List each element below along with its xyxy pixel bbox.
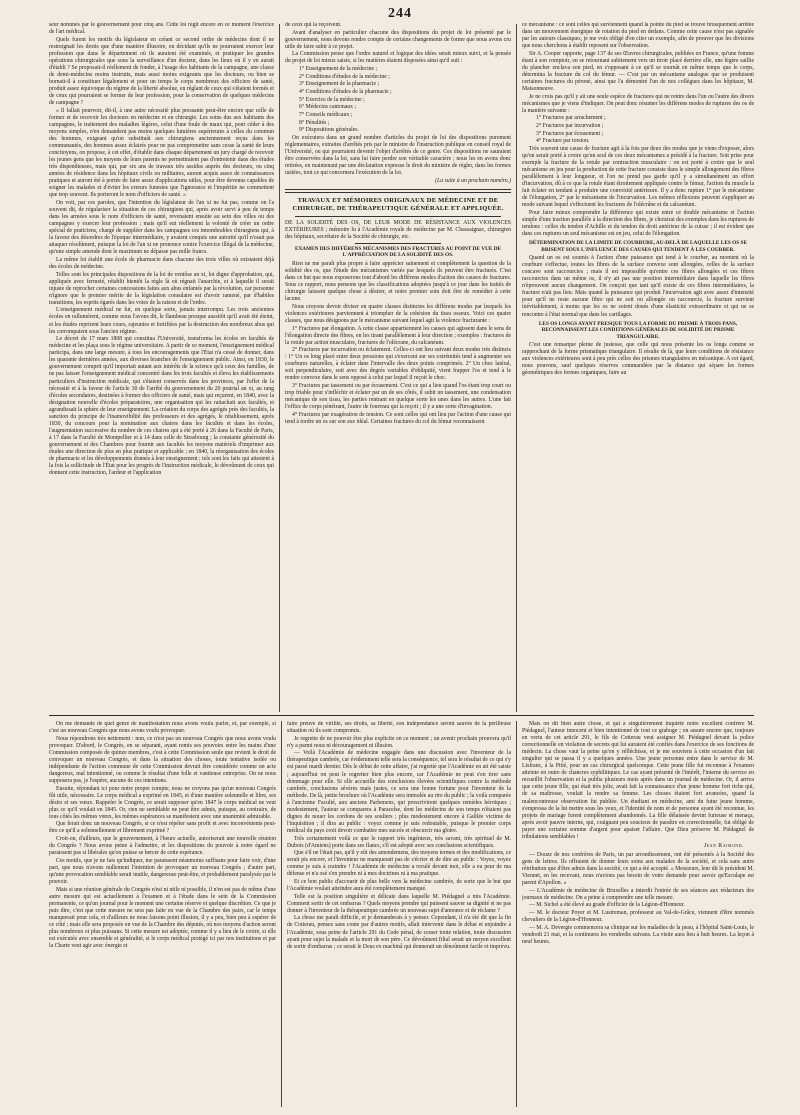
list-item: 5° Exercice de la médecine ; — [299, 96, 365, 103]
list-item: 2° Fractures par incurvation ; — [536, 123, 604, 130]
column-divider — [516, 721, 517, 1107]
paragraph: La chose me paraît difficile, et je demanderais à y penser. Cependant, il n'a été dit que la fin de Cotterau, pensez sans conte par d'autres motifs, allait intervenir dans le débat et enjoindre à l'Académie, sous peine de l'article 291 du Code pénal, de cesser toute relation, toute discussion ayant pour sujet la malade et la mort de son père. Ce dévoûment filial serait un moyen excellent de sortir d'embarras ; ce serait le Deus ex machinâ qui donnerait un dénoûment facile et imprévu. — [287, 915, 511, 950]
paragraph: — Voilà l'Académie de médecine engagée dans une discussion avec l'inventeur de la thérapeutique cambrée, car évidemment telle sera la conséquence, tel sera le résultat de ce qui s'y est passé mardi dernier. Dès le début de cette affaire, j'ai regretté que l'Académie en ait été saisie ; aujourd'hui on peut le regretter bien plus encore, car l'Académie ne peut s'en tirer sans dommage pour elle. Si elle accueille des conclusions élevées scientifiques contre la méthode cambrée, conclusions sévères mais justes, ce sera une bonne fortune pour l'inventeur de la méthode. De là, petite brochure où l'Académie sera immolée au rire du public ; la voilà comparée à l'ancienne Faculté, aux anciens Parlemens, qui proscrivirent quelques remèdes héroïques ; modestement, l'auteur se comparera à Paracelse, dont les médecins de son temps n'étaient pas dignes de nouer les cordons de ses souliers ; plus modestement encore à Galilée victime de l'inquisition ; il dira au public : voyez comme je suis redoutable, puisque le premier corps médical du pays croit devoir combattre mes succès et obscurcir ma gloire. — [287, 750, 511, 834]
list-item: 4° Conditions d'études de la pharmacie ; — [299, 88, 392, 95]
paragraph: Mais si une réunion générale du Congrès n'est ni utile ni possible, il n'en est pas de même d'une autre mesure qui est actuellement à l'examen et à l'étude dans le sein de la Commission permanente, ce qu'un journal pour le moment une certaine réserve et quelque discrétion. Ce que je puis dire, c'est que cette mesure ne sera pas faite en vue de la Chambre des pairs, car le temps manquerait pour cela, et d'ailleurs ne nous faisons point illusion, il y a peu, bien peu à espérer de ce côté ; mais elle sera proposée en vue de la Chambre des députés, où nos moyens d'action seront plus nombreux et plus puissans. Si cette mesure est adoptée, comme il y a lieu de le croire, si elle est exécutée avec ensemble et généralité, si le corps médical protégé ici par nos institutions et par la Charte veut agir avec énergie et — [49, 886, 276, 950]
top-column-1 — [49, 22, 274, 712]
paragraph: Ces motifs, que je ne fais qu'indiquer, me paraissent néanmoins suffisans pour faire voir, d'une part, que nous n'avons nullement l'intention de provoquer un nouveau Congrès ; d'autre part, qu'une provocation semblable serait inutile, dangereuse peut-être, et probablement paralysée par le pouvoir. — [49, 857, 276, 885]
paragraph: « Il fallait pourvoir, dit-il, à une autre nécessité plus pressante peut-être encore que celle de former et de recevoir les docteurs en médecine et en chirurgie. Les soins dus aux habitants des campagnes, le traitement des maladies légères, celui d'une foule de maux qui, pour céder à des moyens simples, n'en demandent pas moins quelques lumières supérieures à celles du commun des hommes, exigeant qu'on substituât aux chirurgiens anciennement reçus dans les communautés, des hommes assez éclairés pour ne pas compromettre sans cesse la santé de leurs concitoyens, on propose, à cet effet, d'établir dans chaque département un jury chargé de recevoir les jeunes gens que les moyens de leurs parents ne permettraient pas d'entretenir dans des études très dispendieuses, mais qui, par six ans de travaux très assidus auprès des docteurs, ou cinq années de résidence dans les hôpitaux civils ou militaires, auront acquis assez de connaissances pratiques et auront été à portée de faire assez d'applications utiles, pour être devenus capables de soigner les malades et d'éviter les erreurs funestes que l'ignorance et l'impéritie ne commettent que trop souvent. Ils porteront le nom d'officiers de santé. » — [49, 107, 274, 199]
paragraph: 3° Fractures par tassement ou par écrasement. C'est ce qui a lieu quand l'os étant trop court ou trop friable pour s'infléchir et éclater par un de ses côtés, il subit un tassement, une condensation mécanique de son tissu, les parties rentrant en quelque sorte les unes dans les autres. L'une fait l'office de corps pénétrant, l'autre de fourreau qui la reçoit ; il y a une sorte d'invagination. — [285, 383, 511, 411]
signature: Jean Raimond. — [703, 842, 744, 849]
paragraph: On exécutera dans un grand nombre d'articles du projet de loi des dispositions purement réglementaires, extraites d'arrêtés pris par le ministre de l'instruction publique en conseil royal de l'Université, ou qui pourraient devenir l'objet d'arrêtés de ce genre. Ces dispositions ne sauraient être conservées dans la loi, sans lui faire perdre son véritable caractère ; nous les en avons donc retirées, en maintenant par une déclaration expresse le droit du ministre de régler, dans les formes usitées, tout ce qui concernera l'exécution de la loi. — [285, 134, 511, 177]
title-rule — [295, 216, 501, 217]
paragraph: La Commission pense que l'ordre naturel et logique des idées serait mieux suivi, et la pensée du projet de loi mieux saisie, si les matières étaient disposées ainsi qu'il suit : — [285, 51, 511, 65]
page-number: 244 — [388, 6, 412, 21]
subheading: LES OS LONGS AYANT PRESQUE TOUS LA FORME DU PRISME À TROIS PANS, RECONNAISSENT LES CONDITIONS GÉNÉRALES DE SOLIDITÉ DU PRISME TRIANGULAIRE. — [538, 320, 738, 340]
paragraph: Quand un os est soumis à l'action d'une puissance qui tend à le courber, au moment où la courbure s'effectue, toutes les fibres de la surface convexe sont allongées, celles de la surface concave sont raccourcies ; mais il est impossible qu'entre ces fibres allongées et ces fibres raccourcies dans un même os, il n'y ait pas une position intermédiaire dans laquelle les fibres n'éprouvent aucun changement. On conçoit que tant qu'il existe de ces fibres intermédiaires, la fracture n'ait pas lieu. Mais quand la puissance qui produit l'incurvation agit avec assez d'intensité pour qu'il ne reste aucune fibre qui ne soit ou allongée ou raccourcie, la fracture survient inévitablement, à moins que les os ne soient doués d'une élasticité extraordinaire et qui ne se rencontre à l'état normal que dans les cartilages. — [522, 255, 754, 318]
paragraph: seur nommés par le gouvernement pour cinq ans. Cette loi régit encore en ce moment l'exercice de l'art médical. — [49, 22, 274, 36]
list-item: 7° Conseils médicaux ; — [299, 111, 353, 118]
paragraph: Telle est la position singulière et délicate dans laquelle M. Piédagnel a mis l'Académie. Comment sortir de cet embarras ? Quels moyens prendre qui puissent sauver sa dignité et ne pas donner à l'inventeur de la thérapeutique cambrée un nouveau sujet d'annonce et de réclame ? — [287, 893, 511, 914]
news-item: — M. A. Devergie commencera sa clinique sur les maladies de la peau, à l'hôpital Saint-Louis, le vendredi 21 mai, et la continuera les vendredis suivans. La visite aura lieu à huit heures. La leçon à neuf heures. — [522, 924, 754, 945]
paragraph: Ensuite, répondant ici pour notre propre compte, nous ne croyons pas qu'un nouveau Congrès fût utile, nécessaire. Le corps médical a exprimé en 1845, et d'une manière solennelle et libre, ses désirs et ses vœux. Rappeler le Congrès, ce serait supposer qu'en 1847 le corps médical ne veut plus ce qu'il voulait en 1845. Or, rien ne semblable ne peut être admis, puisque, au contraire, de tous côtés les mêmes vœux, les mêmes espérances se manifestent avec une unanimité admirable. — [49, 785, 276, 820]
horizontal-divider — [49, 715, 754, 716]
top-column-2 — [285, 22, 511, 712]
list-item: 1° Enseignement de la médecine ; — [299, 66, 378, 73]
news-item: — L'Académie de médecine de Bruxelles a interdit l'entrée de ses séances aux rédacteurs des journaux de médecine. On a peine à comprendre une telle mesure. — [522, 887, 754, 901]
column-divider — [281, 721, 282, 1107]
paragraph: Rien ne me paraît plus propre à faire apprécier sainement et complètement la question de la solidité des os, que l'étude des mécanismes variés par lesquels ils peuvent être fracturés. C'est dans ce but que nous exposerons tout d'abord les différens modes d'action des causes de fractures. Sous ce rapport, nous pensons que les classifications adoptées jusqu'à ce jour dans les traités de chirurgie laissent quelque chose à désirer, et notre premier soin doit être de remédier à cette lacune. — [285, 260, 511, 303]
continued-note: (La suite à un prochain numéro.) — [435, 177, 511, 184]
section-rule — [285, 189, 511, 193]
column-divider — [516, 24, 517, 712]
top-column-3 — [522, 22, 754, 712]
paragraph: Avant d'analyser en particulier chacune des dispositions du projet de loi présenté par le gouvernement, nous devons rendre compte de certains changements de forme que nous avons cru utile de faire subir à ce projet. — [285, 29, 511, 50]
subheading: DÉTERMINATION DE LA LIMITE DE COURBURE, AU-DELÀ DE LAQUELLE LES OS SE BRISENT SOUS L'INFLUENCE DES CAUSES QUI TENDENT À LES COURBER. — [528, 240, 747, 253]
paragraph: Pour faire mieux comprendre la différence qui existe entre ce double mécanisme et l'action simple d'une traction parallèle à la direction des fibres, je choisirai des exemples dans les ruptures de tendons : celles du tendon d'Achille et du tendon du droit antérieur de la cuisse ; il est évident que dans ces ruptures un seul mécanisme est en jeu, celui de l'élongation. — [522, 209, 754, 238]
list-item: 3° Fractures par écrasement ; — [536, 130, 604, 137]
list-item: 8° Pénalités ; — [299, 119, 330, 126]
paragraph: Très certainement voilà ce que le rapport très ingénieux, très savant, très spirituel de M. Dubois (d'Amiens) porte dans ses flancs, s'il est adopté avec ses conclusions scientifiques. — [287, 835, 511, 849]
paragraph: Je regrette de ne pouvoir être plus explicite en ce moment ; un avenir prochain prouvera qu'il n'y a parmi nous ni découragement ni illusion. — [287, 735, 511, 749]
paragraph: La même loi établit une école de pharmacie dans chacune des trois villes où existaient déjà des écoles de médecine. — [49, 256, 274, 270]
news-item: — Douze de nos confrères de Paris, un par arrondissement, ont été présentés à la Société des gens de lettres. Ils offraient de donner leurs soins aux malades de la société, et cela sans autre rétribution que d'être admis dans la société, ce qui a été accepté. « Messieurs, leur dit le président M. Viennet, en les recevant, nous n'avions pas besoin de votre demande pour savoir qu'Esculape est parent d'Apollon. » — [522, 851, 754, 887]
paragraph: 1° Fractures par élongation. A cette classe appartiennent les causes qui agissent dans le sens de l'élongation directe des fibres, en les tirant parallèlement à leur direction ; exemples : fractures de la rotule par action musculaire, fractures de l'olécrane, du calcanéum. — [285, 325, 511, 346]
paragraph: Telles sont les principales dispositions de la loi de ventôse an xi, loi digne d'approbation, qui, appliquée avec fermeté, rétablit bientôt la règle là où régnait l'anarchie, et à laquelle il serait injuste de reprocher certaines concessions faites aux abus enfantés par la révolution, car personne n'ignore que le premier mérite de la législation consulaire est d'avoir ramené, par d'habiles transitions, les esprits égarés dans les voies de la raison et de l'ordre. — [49, 271, 274, 306]
paragraph: faire preuve de virilité, ses droits, sa liberté, son indépendance seront sauvés de la périlleuse situation où ils sont compromis. — [287, 721, 511, 735]
paragraph: Mais on dit bien autre chose, et qui a singulièrement inquiété notre excellent confrère M. Piédagnel, l'auteur innocent et bien intentionné de tout ce grabuge ; on assure encore que, toujours en vertu de cet article 291, le fils de Cotterau veut assigner M. Piédagnel devant la police correctionnelle en violation de secrets qui lui auraient été confiés dans l'exercice de ses fonctions de médecin. La chose vaut la peine qu'on y réfléchisse, et je me souviens à cette occasion d'un fait singulier qui se passa il y a quelques années. Une jeune personne entre dans le service de M. Lisfranc, à la Pitié, pour un cas chirurgical quelconque. Cette jeune fille fut reconnue à l'examen atteinte en outre de chancres syphilitiques. Le cas ayant présenté de l'intérêt, l'interne du service en recueillit l'observation et la publia plusieurs mois après dans un journal de médecine. Or, il arriva que cette jeune fille, qui était très jolie, avait fait la connaissance d'un jeune homme fort riche qui, de sa maîtresse, voulait la rendre sa femme. Les choses étaient fort avancées, quand la malencontreuse observation fut publiée. Un étudiant en médecine, ami du futur jeune homme, s'empressa de la lui mettre sous les yeux, et l'identité de nom et de personne ayant été reconnue, les projets de mariage furent complètement abandonnés. La fille délaissée devint furieuse et menaça, après avoir pauvre interne, qui, craignant peu soucieux de paraître en correctionnelle, fut obligé de payer une certaine somme d'argent pour apaiser l'affaire. Que Dieu préserve M. Piédagnel de tribulations semblables ! — [522, 721, 754, 840]
paragraph: C'est une remarque pleine de justesse, que celle qui nous présente les os longs comme se rapprochant de la forme prismatique triangulaire. Il résulte de là, que leurs conditions de résistance aux violences extérieures sont à peu près celles des prismes triangulaires en mécanique. A cet égard, nous pouvons, sauf quelques réserves commandées par la distance qui sépare les formes géométriques des formes organiques, faire au — [522, 342, 754, 377]
list-item: 6° Médecins cantonaux ; — [299, 104, 357, 111]
paragraph: ce mécanisme : ce sont celles qui surviennent quand la pointe du pied se trouve brusquement arrêtée dans un mouvement énergique de rotation du pied en dedans. Comme cette cause n'est pas signalée par les auteurs classiques, je me vois obligé d'en citer un exemple, afin de prouver que les divisions que nous cherchons à établir reposent sur l'observation. — [522, 22, 754, 50]
paragraph: Croit-on, d'ailleurs, que le gouvernement, à l'heure actuelle, autoriserait une nouvelle réunion du Congrès ? Nous avons peine à l'admettre, et les dispositions du pouvoir à notre égard ne paraissent pas si libérales qu'on puisse se bercer de cette espérance. — [49, 836, 276, 857]
bottom-column-2 — [287, 721, 511, 1107]
paragraph: 4° Fractures par exagération de tension. Ce sont celles qui ont lieu par l'action d'une cause qui tend à tordre un os sur son axe idéal. Certaines fractures du col du fémur reconnaissent — [285, 411, 511, 425]
article-title: DE LA SOLIDITÉ DES OS, DE LEUR MODE DE RÉSISTANCE AUX VIOLENCES EXTÉRIEURES ; mémoire lu à l'Académie royale de médecine par M. Chassaignac, chirurgien des hôpitaux, secrétaire de la Société de chirurgie, etc. — [285, 219, 511, 240]
list-item: 9° Dispositions générales. — [299, 127, 359, 134]
paragraph: On voit, par ces paroles, que l'intention du législateur de l'an xi ne fut pas, comme on l'a souvent dit, de régulariser la situation de ces chirurgiens qui, après avoir servi à peu de temps dans les armées sous le nom d'officiers de santé, revenaient ensuite au sein des villes ou des campagnes y exercer leur profession ; mais qu'il eut réellement la volonté de créer un ordre spécial de praticiens, chargé de suppléer dans les campagnes ces innombrables chirurgiens qui, à la faveur des désordres de l'époque intermédiaire, y avaient conquis une autorité qu'il n'osait pas attaquer résolûment, puisque la loi de l'an xi ne prononce contre l'exercice illégal de la médecine, qu'une simple amende dont le maximum ne dépasse pas mille francs. — [49, 199, 274, 256]
section-title: TRAVAUX ET MÉMOIRES ORIGINAUX DE MÉDECINE ET DE CHIRURGIE, DE THÉRAPEUTIQUE GÉNÉRALE ET APPLIQUÉE. — [292, 196, 504, 212]
article-subtitle: EXAMEN DES DIFFÉRENS MÉCANISMES DES FRACTURES AU POINT DE VUE DE L'APPRÉCIATION DE LA SOLIDITÉ DES OS. — [294, 245, 502, 259]
paragraph: Que ferait donc un nouveau Congrès, si ce n'est répéter sans profit et avec inconvénients peut-être ce qu'il a solennellement et librement exprimé ? — [49, 821, 276, 835]
paragraph: Le décret du 17 mars 1808 qui constitua l'Université, transforma les écoles en facultés de médecine et les plaça sous le régime universitaire. A partir de ce moment, l'enseignement médical participa, dans une large mesure, à tous les encouragements que l'État n'a cessé de donner, dans les quarante dernières années, aux diverses branches de l'enseignement public. Ainsi, en 1830, le gouvernement comprit qu'il importait autant aux intérêts de la science qu'à ceux des familles, de ne pas laisser l'enseignement médical concentré dans les trois facultés et éleva les établissements particuliers d'instruction médicale, qui s'étaient conservés dans les provinces, par l'effet de la nécessité et à la faveur de l'article 30 de l'arrêté du gouvernement du 20 prairial an xi, au rang d'écoles secondaires, destinées à former des officiers de santé, mais qui reçurent, en 1840, avec la désignation nouvelle d'écoles préparatoires, une organisation qui les rattachait aux facultés, et agrandissait la sphère de leur enseignement. La création du corps des agrégés près des facultés, la sanction du principe de l'inamovibilité des professeurs et des agrégés, le rétablissement, après 1830, du concours pour la nomination aux chaires dans les facultés et dans les écoles, l'augmentation successive du nombre de ces chaires qui a été porté à 26 dans la Faculté de Paris, à 17 dans la Faculté de Montpellier et à 14 dans celle de Strasbourg ; la constante générosité du gouvernement et des Chambres pour fournir aux facultés les moyens matériels d'imprimer aux études une direction de plus en plus pratique et applicable ; en 1840, la réorganisation des écoles de pharmacie et les développements donnés à leur enseignement ; tels sont les faits qui attestent à la fois la sollicitude de l'État pour les progrès de l'instruction médicale, le dévoûment de ceux qui donnent cette instruction, l'ardeur et l'application — [49, 336, 274, 477]
paragraph: L'enseignement médical ne fut, en quelque sorte, jamais interrompu. Les trois anciennes écoles en rallumèrent, comme nous l'avons dit, le flambeau presque aussitôt qu'il avait été éteint, et les études reprirent leurs cours, rajeunies et fortifiées par la destruction des nombreux abus qui les corrompaient sous l'ancien régime. — [49, 307, 274, 335]
short-rule — [355, 243, 441, 244]
paragraph: de ceux qui la reçoivent. — [285, 22, 342, 28]
list-item: 4° Fracture par torsion. — [536, 138, 590, 145]
paragraph: Que s'il ne l'était pas, qu'il y eût des amendemens, des moyens termes et des modifications, ce serait pis encore, et l'inventeur ne manquerait pas de s'écrier et de dire au public : Voyez, voyez comme je suis à craindre ! l'Académie de médecine a reculé devant moi, elle a eu peur de ma défense et n'a osé s'en prendre ni à mes doctrines ni à ma pratique. — [287, 850, 511, 878]
paragraph: On me demande de quel genre de manifestation nous avons voulu parler, et, par exemple, si c'est un nouveau Congrès que nous avons voulu provoquer. — [49, 721, 276, 735]
list-item: 1° Fractures par arrachement ; — [536, 115, 606, 122]
bottom-column-3 — [522, 721, 754, 1107]
paragraph: Très souvent une cause de fracture agit à la fois par deux des modes que je viens d'exposer, alors qu'on serait porté à croire qu'un seul de ces deux mécanismes a présidé à la fracture. Soit prise pour exemple la fracture de la rotule par contraction musculaire : on est porté à croire que le seul mécanisme en jeu pour la production de cette fracture consiste dans le simple allongement des fibres parallèlement à leur longueur, et l'on ne prend pas garde qu'il y a simultanément un effort d'incurvation, dû à ce que la rotule étant étroitement appliquée contre le fémur, l'action du muscle la fait éclater en tendant à produire une convexité antérieure. Il y a donc rupture 1° par le mécanisme de l'élongation, 2° par le mécanisme de l'incurvation. Les mêmes réflexions peuvent s'appliquer au mode suivant lequel s'effectuent les fractures de l'olécrâne et du calcanéum. — [522, 145, 754, 209]
paragraph: Nous croyons devoir diviser en quatre classes distinctes les différens modes par lesquels les violences extérieures parviennent à triompher de la cohésion du tissu osseux. Voici ces quatre classes, que nous désignons par le mécanisme suivant lequel agit la violence fracturante : — [285, 303, 511, 324]
news-item: — M. le docteur Poyer et M. Lustreman, professeur au Val-de-Grâce, viennent d'être nommés chevaliers de la Légion-d'Honneur. — [522, 910, 754, 924]
paragraph: Nous répondrons très nettement : non, ce n'est pas un nouveau Congrès que nous avons voulu provoquer. D'abord, le Congrès, en se séparant, ayant remis ses pouvoirs entre les mains d'une Commission composée de quinze membres, c'est à cette Commission seule que revient le droit de convoquer un nouveau Congrès, et dans la situation des choses, toute tentative isolée ou indépendante de l'action commune de cette Commission devrait être considérée comme un acte dangereux, mal intentionné, ou comme le résultat d'une folle et vaniteuse entreprise. On ne nous supposera pas, je l'espère, aucune de ces intentions. — [49, 735, 276, 784]
bottom-column-1 — [49, 721, 276, 1107]
paragraph: 2° Fractures par incurvation ou éclatement. Celles-ci ont lieu suivant deux modes très distincts : 1° Un os long placé entre deux pressions qui s'exercent sur ses extrémités tend à augmenter ses courbures naturelles, à éclater dans l'intervalle des deux points comprimés. 2° Un choc latéral, soit perpendiculaire, soit avec des degrés variables d'obliquité, vient frapper l'os et tend à le rendre convexe dans le sens opposé à celui par lequel il reçoit le choc. — [285, 347, 511, 382]
paragraph: Et ce bon public d'accourir de plus belle vers la médecine cambrée, de sorte que le but que l'Académie voulait atteindre aura été complètement manqué. — [287, 879, 511, 893]
news-item: — M. Sichel a été élevé au grade d'officier de la Légion-d'Honneur. — [529, 902, 685, 909]
paragraph: Je ne crois pas qu'il y ait une seule espèce de fractures qui ne rentre dans l'un ou l'autre des divers mécanismes que je viens d'indiquer. On peut donc résumer les différens modes de ruptures des os de la manière suivante : — [522, 93, 754, 114]
list-item: 3° Enseignement de la pharmacie ; — [299, 81, 380, 88]
column-divider — [279, 24, 280, 712]
list-item: 2° Conditions d'études de la médecine ; — [299, 73, 390, 80]
paragraph: Quels furent les motifs du législateur en créant ce second ordre de médecins dont il ne restreignait les droits que d'une manière illusoire, en décidant qu'ils ne pourraient exercer leur profession que dans le département où ils auraient été examinés, et pratiquer les grandes opérations chirurgicales que sous la surveillance d'un docteur, dans les lieux où il y en aurait d'établi ? Se proposait-il réellement de fonder, à l'usage des habitants de la campagne, une classe de demi-médecins moins instruits, mais aussi moins exigeants que les docteurs, ou bien se bornait-il à constituer légalement et pour un temps le corps nombreux des officiers de santé, produit assez équivoque du régime de la liberté absolue, en réglant de ceux qui s'étaient formés et de ceux qui pourraient se former de leur profession, pour la conservation de quelques médecins de campagne ? — [49, 36, 274, 107]
paragraph: Sir A. Cooper rapporte, page 137 de ses Œuvres chirurgicales, publiées en France, qu'une femme étant à son comptoir, en se retournant subitement vers un tiroir placé derrière elle, une légère saillie du plancher enclava son pied, en s'opposant à ce qu'il se tournât en même temps que le corps, détermina la fracture du col du fémur. — C'est par un mécanisme analogue que se produisent certaines fractures du péroné, ainsi que l'a démontré l'un de nos collègues dans les hôpitaux, M. Maisonneuve. — [522, 50, 754, 93]
